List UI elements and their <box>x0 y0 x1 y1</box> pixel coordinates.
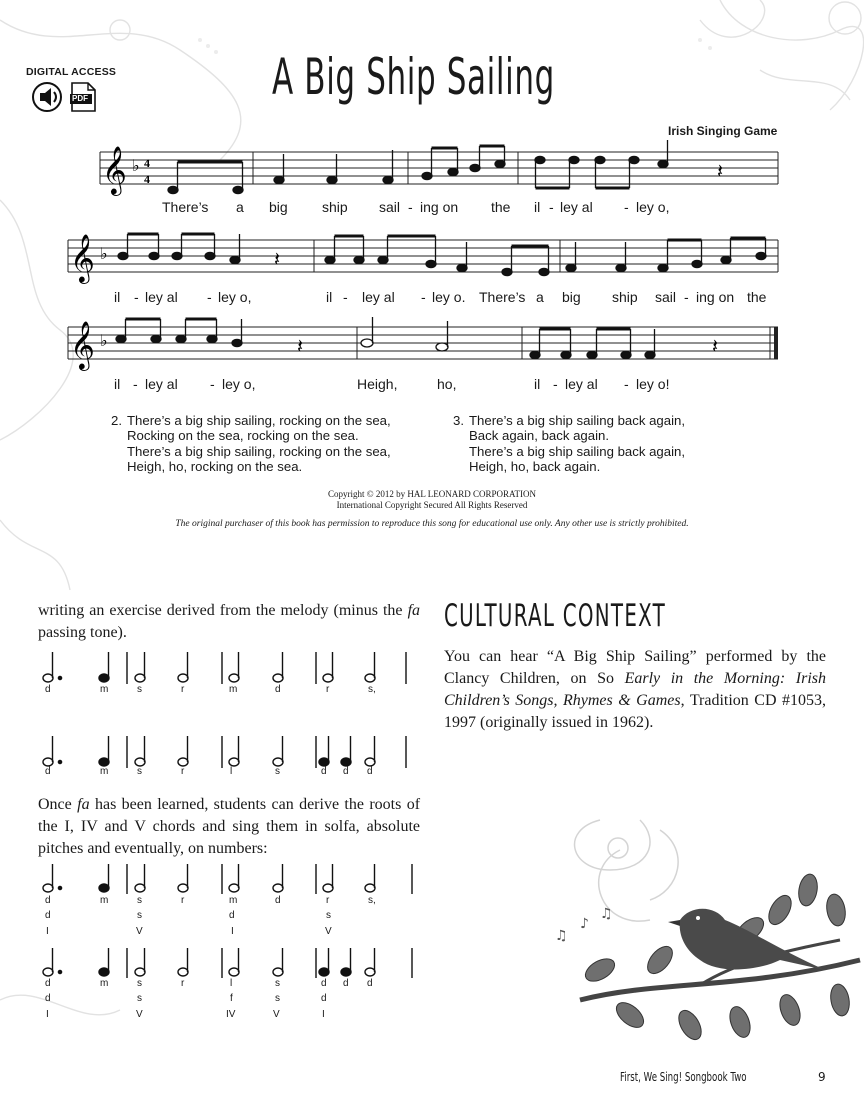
copyright-notice: Copyright © 2012 by HAL LEONARD CORPORATION International Copyright Secured All Rights Reserved <box>327 489 536 510</box>
page-number: 9 <box>818 1070 826 1084</box>
svg-text:♪: ♪ <box>580 916 589 932</box>
cultural-context-heading: CULTURAL CONTEXT <box>444 598 667 634</box>
pdf-document-icon[interactable] <box>70 82 96 112</box>
flat-key-signature-icon: ♭ <box>100 331 108 350</box>
music-staff-line-3 <box>66 315 780 375</box>
lyrics-line-3: il - ley al - ley o, Heigh, ho, il - ley al - ley o! <box>114 376 670 392</box>
treble-clef-icon: 𝄞 <box>102 145 127 194</box>
solfa-row-2: d m s r l s d d d <box>45 766 373 777</box>
verse-3: 3. There’s a big ship sailing back again, Back again, back again. There’s a big ship sailing back again, Heigh, ho, back again. <box>453 413 686 475</box>
book-title-footer: First, We Sing! Songbook Two <box>620 1070 747 1084</box>
chord-roots-paragraph: Once fa has been learned, students can derive the roots of the I, IV and V chords and sing them in solfa, absolute pitches and eventually, on numbers: <box>38 796 421 857</box>
svg-text:4: 4 <box>144 172 150 186</box>
song-title: A Big Ship Sailing <box>272 48 555 106</box>
solfa-row-3: d m s r m d r s, d s d s I V I V <box>45 895 376 937</box>
digital-access-icons <box>32 82 96 112</box>
audio-speaker-icon[interactable] <box>32 82 64 112</box>
verse-2: 2. There’s a big ship sailing, rocking on the sea, Rocking on the sea, rocking on the sea. There’s a big ship sailing, rocking on the sea, Heigh, ho, rocking on the sea. <box>111 413 391 475</box>
pdf-label: PDF <box>72 94 88 103</box>
quarter-rest-icon: 𝄽 <box>712 334 719 358</box>
exercise-intro-paragraph: writing an exercise derived from the melody (minus the fa passing tone). <box>38 602 421 641</box>
song-origin-subtitle: Irish Singing Game <box>668 124 778 138</box>
quarter-rest-icon: 𝄽 <box>274 247 281 271</box>
svg-text:♫: ♫ <box>600 906 613 922</box>
music-staff-line-2 <box>66 228 780 288</box>
lyrics-line-2: il - ley al - ley o, il - ley al - ley o. There’s a big ship sail - ing on the <box>114 289 767 305</box>
reproduction-permission-note: The original purchaser of this book has permission to reproduce this song for educational use only. Any other use is strictly prohibited. <box>175 519 689 529</box>
quarter-rest-icon: 𝄽 <box>297 334 304 358</box>
cultural-context-paragraph: You can hear “A Big Ship Sailing” performed by the Clancy Children, on So Early in the Morning: Irish Children’s Songs, Rhymes & Games, Tradition CD #1053, 1997 (originally issued in 1962). <box>444 648 827 731</box>
flat-key-signature-icon: ♭ <box>100 244 108 263</box>
music-staff-line-1 <box>98 140 780 200</box>
treble-clef-icon: 𝄞 <box>70 233 95 282</box>
treble-clef-icon: 𝄞 <box>70 320 95 369</box>
quarter-rest-icon: 𝄽 <box>717 159 724 183</box>
bird-on-branch-illustration <box>540 810 864 1060</box>
digital-access-label: DIGITAL ACCESS <box>26 66 117 78</box>
svg-text:4: 4 <box>144 156 150 170</box>
solfa-row-4: d m s r l s d d d d s f s d I V IV V I <box>45 978 373 1020</box>
lyrics-line-1: There’s a big ship sail - ing on the il - ley al - ley o, <box>162 199 670 215</box>
flat-key-signature-icon: ♭ <box>132 156 140 175</box>
svg-text:♫: ♫ <box>555 928 568 944</box>
solfa-row-1: d m s r m d r s, <box>45 684 376 695</box>
